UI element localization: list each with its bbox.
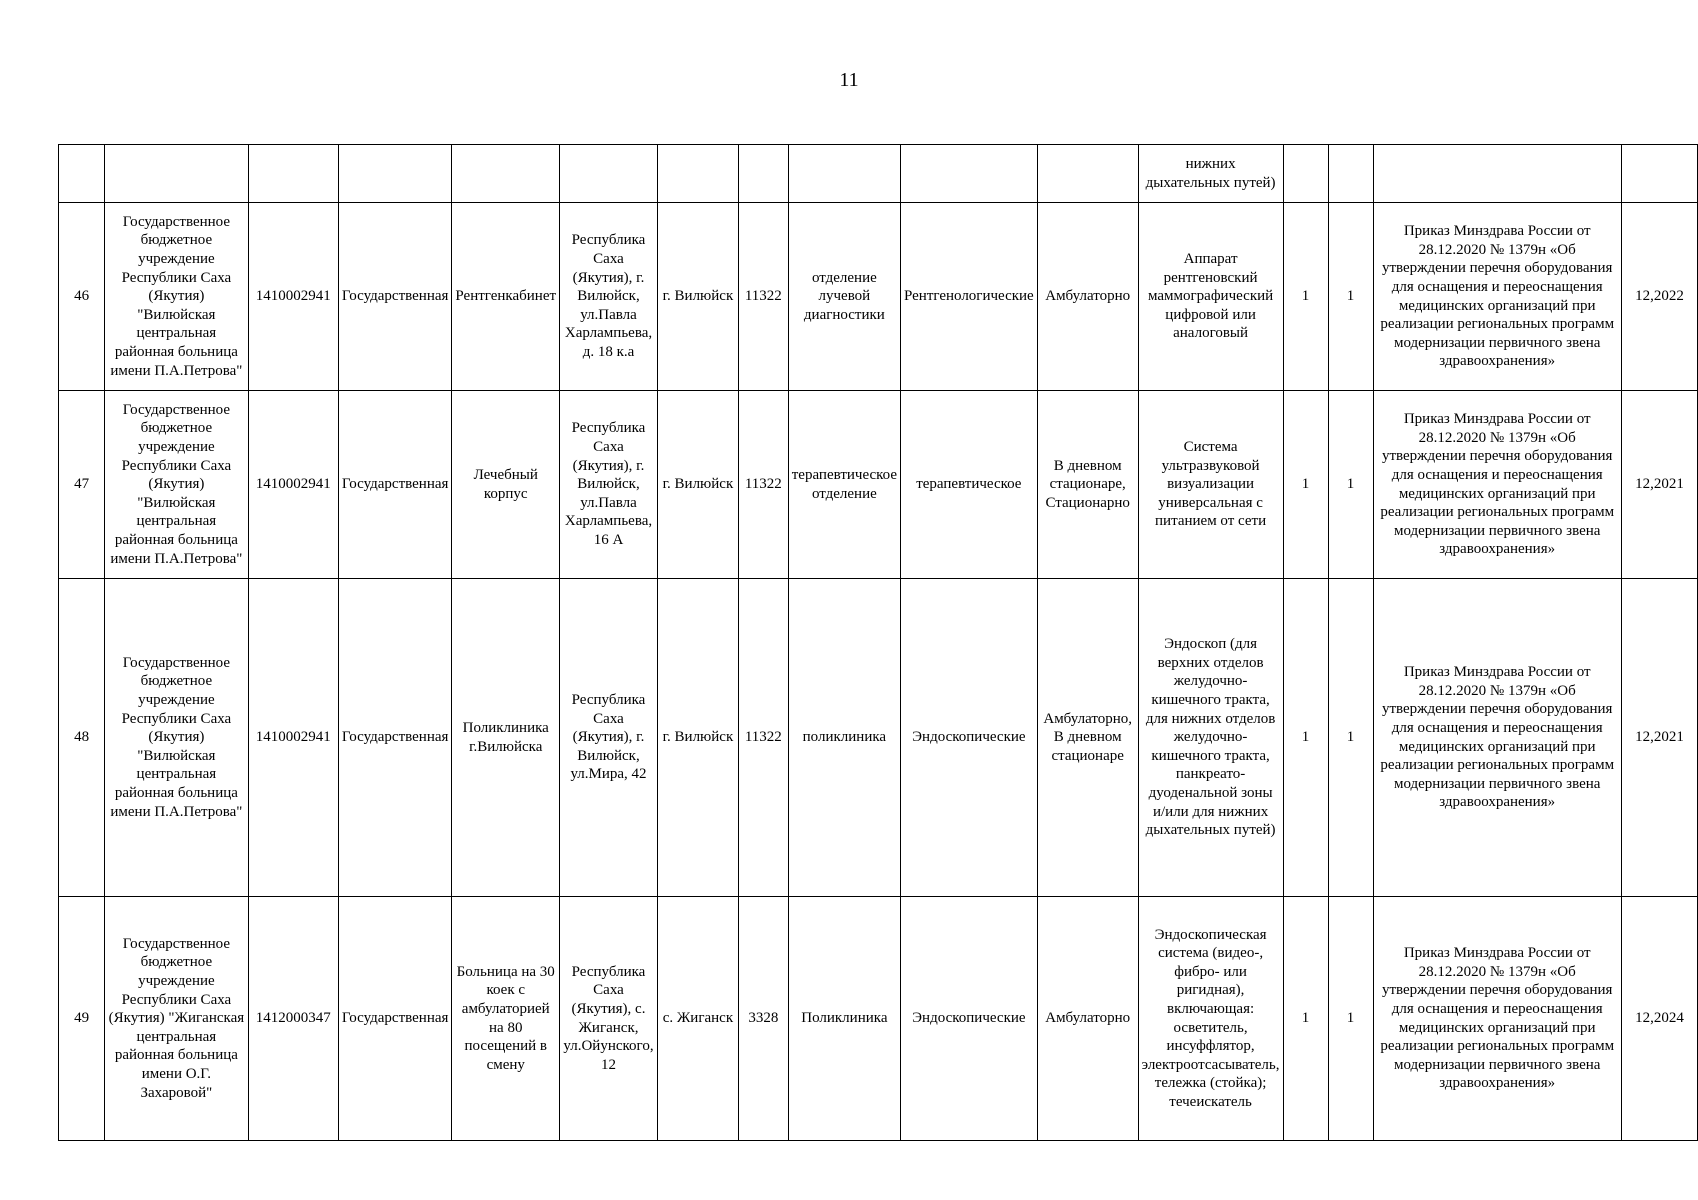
page-number: 11	[839, 69, 859, 91]
cell-inn: 1410002941	[248, 579, 338, 897]
cell-building	[452, 145, 560, 203]
cell-ownership: Государственная	[338, 203, 452, 391]
cell-conditions: Амбулаторно	[1037, 897, 1138, 1141]
cell-ownership	[338, 145, 452, 203]
cell-date: 12,2022	[1621, 203, 1697, 391]
cell-org: Государственное бюджетное учреждение Республики Саха (Якутия) "Вилюйская центральная районная больница имени П.А.Петрова"	[105, 579, 248, 897]
cell-ownership: Государственная	[338, 391, 452, 579]
cell-profile: Эндоскопические	[901, 579, 1038, 897]
table-row	[59, 897, 1698, 1141]
table-row	[59, 391, 1698, 579]
cell-qty1: 1	[1283, 897, 1328, 1141]
cell-date	[1621, 145, 1697, 203]
cell-num: 47	[59, 391, 105, 579]
cell-date: 12,2024	[1621, 897, 1697, 1141]
cell-population: 11322	[738, 391, 788, 579]
cell-department	[788, 145, 900, 203]
cell-equipment: Эндоскопическая система (видео-, фибро- или ригидная), включающая: осветитель, инсуффлятор, электроотсасыватель, тележка (стойка); течеискатель	[1138, 897, 1283, 1141]
cell-locality: с. Жиганск	[657, 897, 738, 1141]
cell-date: 12,2021	[1621, 391, 1697, 579]
cell-date: 12,2021	[1621, 579, 1697, 897]
cell-conditions: Амбулаторно, В дневном стационаре	[1037, 579, 1138, 897]
cell-address: Республика Саха (Якутия), с. Жиганск, ул.Ойунского, 12	[560, 897, 658, 1141]
cell-org	[105, 145, 248, 203]
cell-conditions: Амбулаторно	[1037, 203, 1138, 391]
cell-building: Рентгенкабинет	[452, 203, 560, 391]
cell-profile	[901, 145, 1038, 203]
cell-num: 48	[59, 579, 105, 897]
cell-profile: Эндоскопические	[901, 897, 1038, 1141]
cell-department: Поликлиника	[788, 897, 900, 1141]
cell-inn	[248, 145, 338, 203]
cell-department: терапевтическое отделение	[788, 391, 900, 579]
cell-building: Поликлиника г.Вилюйска	[452, 579, 560, 897]
cell-equipment: Эндоскоп (для верхних отделов желудочно-кишечного тракта, для нижних отделов желудочно-кишечного тракта, панкреато-дуоденальной зоны и/или для нижних дыхательных путей)	[1138, 579, 1283, 897]
cell-equipment: Аппарат рентгеновский маммографический цифровой или аналоговый	[1138, 203, 1283, 391]
cell-equipment: Система ультразвуковой визуализации универсальная с питанием от сети	[1138, 391, 1283, 579]
cell-ownership: Государственная	[338, 897, 452, 1141]
cell-basis: Приказ Минздрава России от 28.12.2020 № 1379н «Об утверждении перечня оборудования для оснащения и переоснащения медицинских организаций при реализации региональных программ модернизации первичного звена здравоохранения»	[1373, 203, 1621, 391]
cell-population: 3328	[738, 897, 788, 1141]
cell-address	[560, 145, 658, 203]
cell-qty1: 1	[1283, 391, 1328, 579]
cell-basis: Приказ Минздрава России от 28.12.2020 № 1379н «Об утверждении перечня оборудования для оснащения и переоснащения медицинских организаций при реализации региональных программ модернизации первичного звена здравоохранения»	[1373, 579, 1621, 897]
cell-address: Республика Саха (Якутия), г. Вилюйск, ул.Павла Харлампьева, 16 А	[560, 391, 658, 579]
cell-address: Республика Саха (Якутия), г. Вилюйск, ул.Мира, 42	[560, 579, 658, 897]
cell-population: 11322	[738, 203, 788, 391]
cell-inn: 1412000347	[248, 897, 338, 1141]
cell-qty2: 1	[1328, 391, 1373, 579]
cell-department: отделение лучевой диагностики	[788, 203, 900, 391]
cell-conditions	[1037, 145, 1138, 203]
cell-qty2: 1	[1328, 203, 1373, 391]
cell-num: 49	[59, 897, 105, 1141]
cell-locality: г. Вилюйск	[657, 391, 738, 579]
cell-building: Больница на 30 коек с амбулаторией на 80 посещений в смену	[452, 897, 560, 1141]
cell-basis: Приказ Минздрава России от 28.12.2020 № 1379н «Об утверждении перечня оборудования для оснащения и переоснащения медицинских организаций при реализации региональных программ модернизации первичного звена здравоохранения»	[1373, 391, 1621, 579]
cell-inn: 1410002941	[248, 391, 338, 579]
cell-building: Лечебный корпус	[452, 391, 560, 579]
cell-num	[59, 145, 105, 203]
cell-equipment: нижних дыхательных путей)	[1138, 145, 1283, 203]
cell-org: Государственное бюджетное учреждение Республики Саха (Якутия) "Вилюйская центральная районная больница имени П.А.Петрова"	[105, 391, 248, 579]
cell-locality	[657, 145, 738, 203]
cell-inn: 1410002941	[248, 203, 338, 391]
cell-profile: Рентгенологические	[901, 203, 1038, 391]
cell-address: Республика Саха (Якутия), г. Вилюйск, ул.Павла Харлампьева, д. 18 к.а	[560, 203, 658, 391]
cell-qty2	[1328, 145, 1373, 203]
cell-population: 11322	[738, 579, 788, 897]
cell-profile: терапевтическое	[901, 391, 1038, 579]
table-row	[59, 579, 1698, 897]
cell-population	[738, 145, 788, 203]
cell-basis: Приказ Минздрава России от 28.12.2020 № 1379н «Об утверждении перечня оборудования для оснащения и переоснащения медицинских организаций при реализации региональных программ модернизации первичного звена здравоохранения»	[1373, 897, 1621, 1141]
equipment-table	[58, 144, 1698, 1141]
cell-basis	[1373, 145, 1621, 203]
cell-org: Государственное бюджетное учреждение Республики Саха (Якутия) "Жиганская центральная районная больница имени О.Г. Захаровой"	[105, 897, 248, 1141]
cell-ownership: Государственная	[338, 579, 452, 897]
cell-locality: г. Вилюйск	[657, 203, 738, 391]
cell-conditions: В дневном стационаре, Стационарно	[1037, 391, 1138, 579]
cell-qty1: 1	[1283, 203, 1328, 391]
table-row-continued	[59, 145, 1698, 203]
cell-qty1: 1	[1283, 579, 1328, 897]
cell-qty2: 1	[1328, 897, 1373, 1141]
cell-qty1	[1283, 145, 1328, 203]
cell-org: Государственное бюджетное учреждение Республики Саха (Якутия) "Вилюйская центральная районная больница имени П.А.Петрова"	[105, 203, 248, 391]
cell-department: поликлиника	[788, 579, 900, 897]
table-row	[59, 203, 1698, 391]
cell-qty2: 1	[1328, 579, 1373, 897]
cell-locality: г. Вилюйск	[657, 579, 738, 897]
cell-num: 46	[59, 203, 105, 391]
